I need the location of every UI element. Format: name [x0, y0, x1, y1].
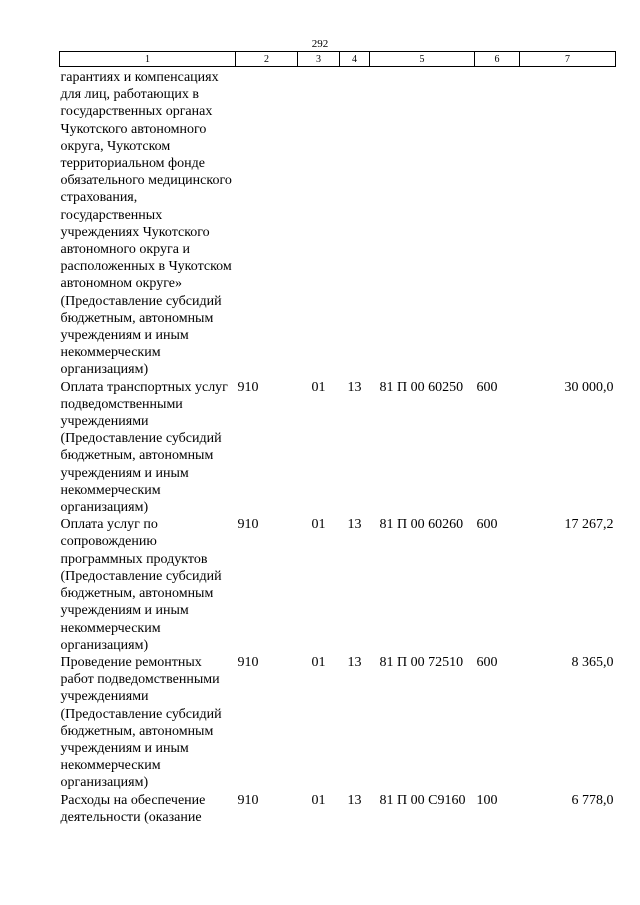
row-grbs: 910 [237, 517, 259, 533]
row-grbs [236, 67, 298, 379]
row-expense-type [475, 67, 520, 379]
table-row [60, 654, 616, 792]
row-expense-type: 100 [476, 792, 498, 808]
row-section: 01 [311, 654, 326, 670]
column-header: 6 [475, 52, 520, 67]
table-row [60, 792, 616, 826]
budget-table [59, 51, 616, 826]
table-row [60, 67, 616, 379]
row-section: 01 [311, 792, 326, 808]
table-row [60, 379, 616, 517]
page-number: 292 [311, 38, 329, 50]
column-header: 3 [298, 52, 340, 67]
table-row [60, 516, 616, 654]
column-header: 1 [60, 52, 236, 67]
row-amount: 6 778,0 [571, 792, 614, 808]
row-target-code: 81 П 00 С9160 [379, 792, 466, 808]
row-grbs: 910 [237, 654, 259, 670]
row-subsection: 13 [347, 379, 362, 395]
row-name: Расходы на обеспечение деятельности (оказание [60, 792, 206, 825]
row-amount: 30 000,0 [564, 379, 614, 395]
row-section: 01 [311, 517, 326, 533]
row-name: гарантиях и компенсациях для лиц, работающих в государственных органах Чукотского автономного округа, Чукотском территориальном фонде обязательного медицинского страхования, государственных учреждениях Чукотского автономного округа и расположенных в Чукотском автономном округе» (Предоставление субсидий бюджетным, автономным учреждениям и иным некоммерческим организациям) [60, 70, 232, 378]
row-name: Проведение ремонтных работ подведомственными учреждениями (Предоставление субсидий бюджетным, автономным учреждениям и иным некоммерческим организациям) [60, 654, 222, 791]
row-subsection: 13 [347, 654, 362, 670]
column-header: 5 [370, 52, 475, 67]
row-grbs: 910 [237, 379, 259, 395]
row-grbs: 910 [237, 792, 259, 808]
row-target-code: 81 П 00 72510 [379, 654, 464, 670]
row-amount: 17 267,2 [564, 517, 614, 533]
row-expense-type: 600 [476, 379, 498, 395]
column-header: 4 [340, 52, 370, 67]
row-amount [520, 67, 616, 379]
row-expense-type: 600 [476, 654, 498, 670]
row-subsection: 13 [347, 517, 362, 533]
row-name: Оплата услуг по сопровождению программных продуктов (Предоставление субсидий бюджетным, автономным учреждениям и иным некоммерческим организациям) [60, 517, 222, 653]
row-amount: 8 365,0 [571, 654, 614, 670]
row-expense-type: 600 [476, 517, 498, 533]
column-header: 7 [520, 52, 616, 67]
column-header: 2 [236, 52, 298, 67]
row-name: Оплата транспортных услуг подведомственными учреждениями (Предоставление субсидий бюджетным, автономным учреждениям и иным некоммерческим организациям) [60, 379, 228, 516]
row-target-code: 81 П 00 60250 [379, 379, 464, 395]
row-target-code: 81 П 00 60260 [379, 517, 464, 533]
row-subsection [340, 67, 370, 379]
row-section [298, 67, 340, 379]
row-subsection: 13 [347, 792, 362, 808]
header-row [60, 52, 616, 67]
row-target-code [370, 67, 475, 379]
row-section: 01 [311, 379, 326, 395]
